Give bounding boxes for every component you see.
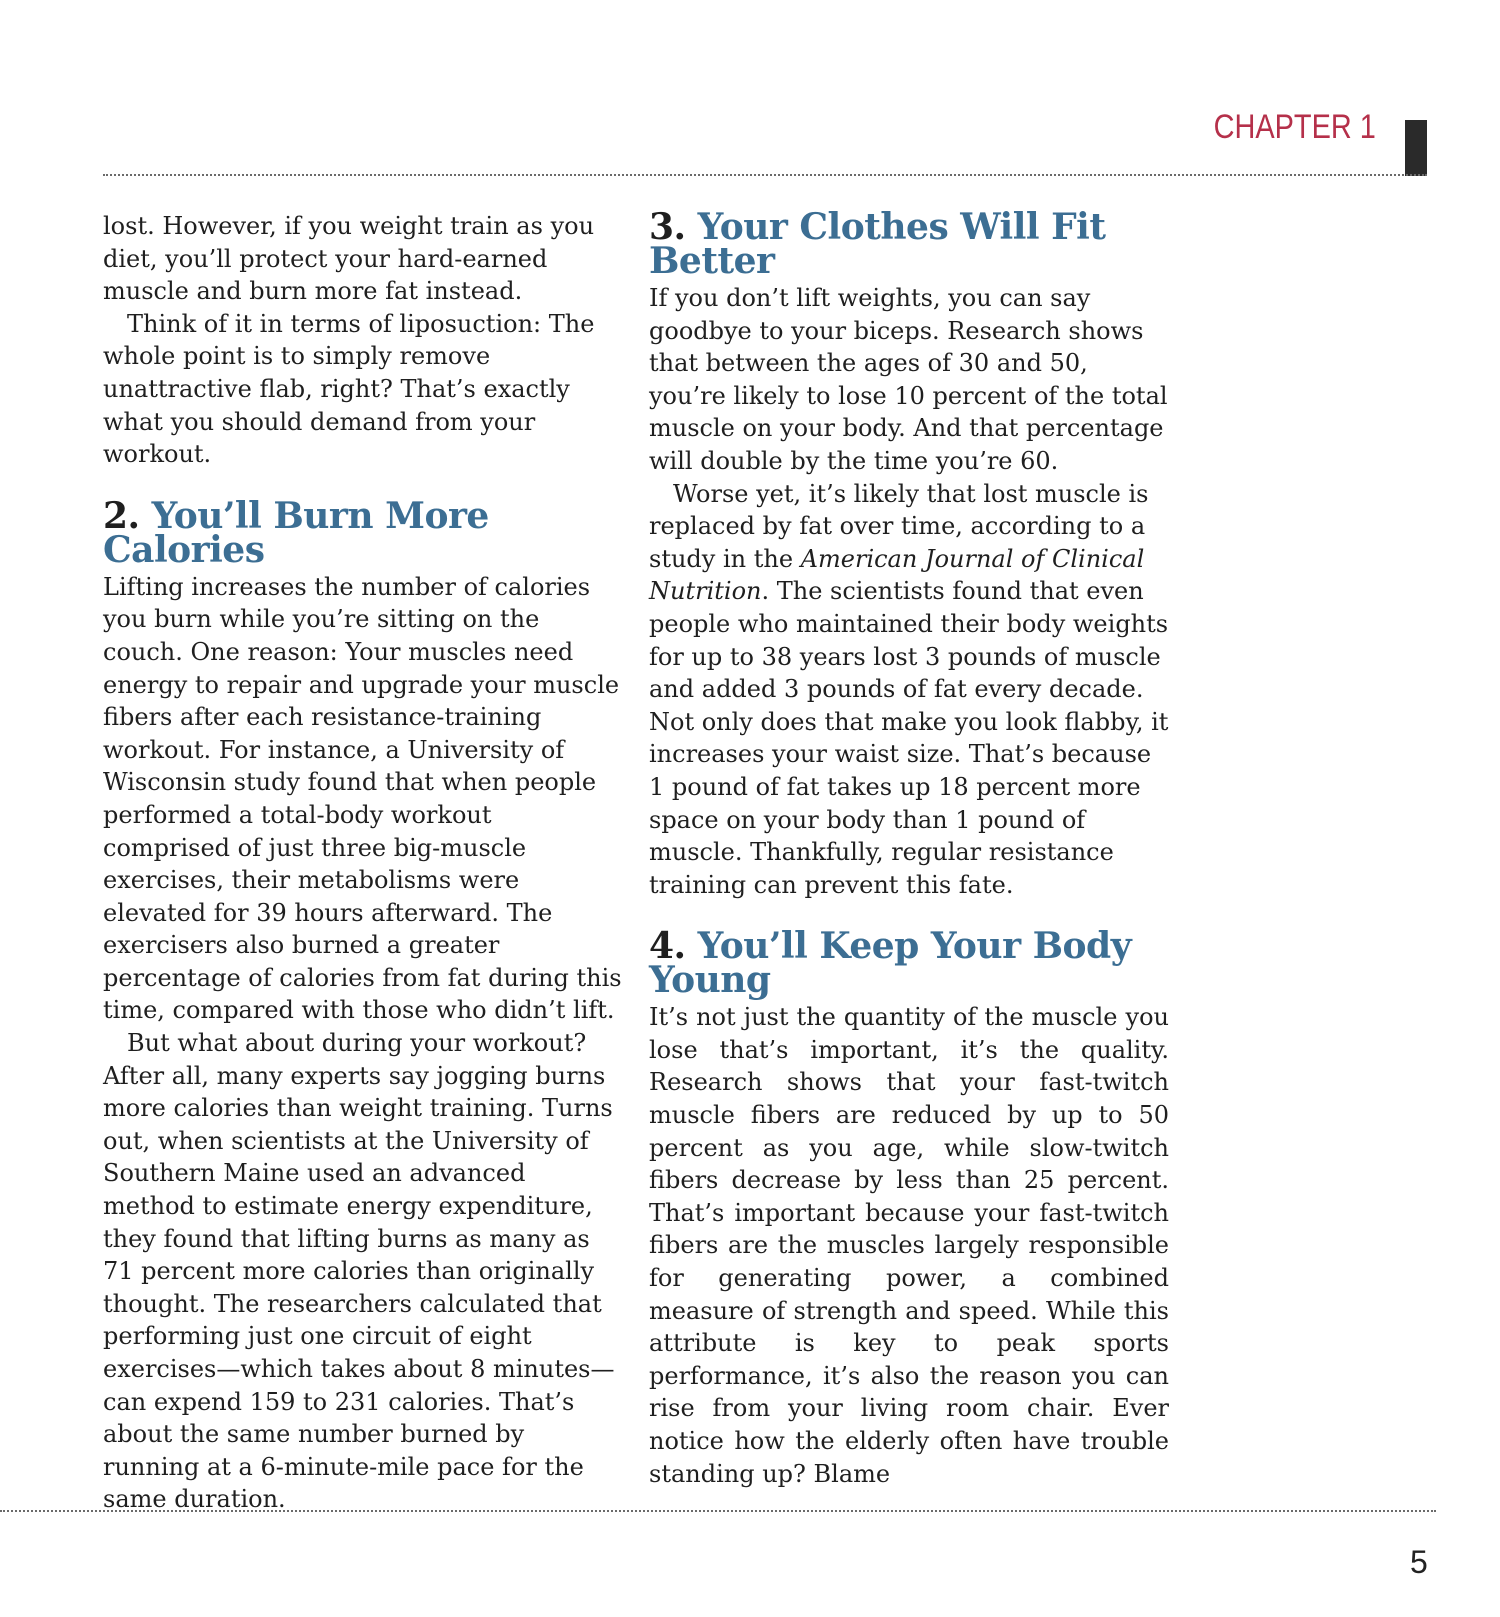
- section-3-title: Your Clothes Will Fit Better: [649, 206, 1106, 282]
- left-paragraph-2: Think of it in terms of liposuction: The whole point is to simply remove unattractive flab, right? That’s exactly what you should demand from your workout.: [103, 309, 595, 469]
- footer-rule: [0, 1510, 1436, 1512]
- section-4-heading: [649, 925, 1169, 1002]
- right-paragraph-2: [649, 478, 1169, 902]
- left-paragraph-4: But what about during your workout? After all, many experts say jogging burns more calories than weight training. Turns out, when scientists at the University of Southern Maine used an advanced method to estimate energy expenditure, they found that lifting burns as many as 71 percent more calories than originally thought. The researchers calculated that performing just one circuit of eight exercises—which takes about 8 minutes—can expend 159 to 231 calories. That’s about the same number burned by running at a 6-minute-mile pace for the same duration.: [103, 1029, 615, 1514]
- section-4-title: You’ll Keep Your Body Young: [649, 925, 1132, 1002]
- right-paragraph-1: If you don’t lift weights, you can say goodbye to your biceps. Research shows that between the ages of 30 and 50, you’re likely to lose 10 percent of the total muscle on your body. And that percentage will double by the time you’re 60.: [649, 284, 1168, 475]
- chapter-tab-marker: [1405, 120, 1427, 176]
- right-paragraph-2-start: Worse yet, it’s likely that lost muscle is replaced by fat over time, according to a study in the: [649, 479, 1149, 573]
- header-rule: [103, 174, 1427, 176]
- section-4-number: 4.: [649, 925, 686, 968]
- section-3-number: 3.: [649, 206, 686, 248]
- right-paragraph-3: It’s not just the quantity of the muscle you lose that’s important, it’s the quality. Research shows that your fast-twitch muscle fibers are reduced by up to 50 percent as you age, while slow-twitch fibers decrease by less than 25 percent. That’s important because your fast-twitch fibers are the muscles largely responsible for generating power, a combined measure of strength and speed. While this attribute is key to peak sports performance, it’s also the reason you can rise from your living room chair. Ever notice how the elderly often have trouble standing up? Blame: [649, 1003, 1169, 1488]
- chapter-label: CHAPTER 1: [1213, 108, 1376, 146]
- section-2-heading: [103, 494, 623, 571]
- right-column: [649, 206, 1169, 1490]
- section-2-title: You’ll Burn More Calories: [103, 494, 489, 571]
- left-paragraph-1: lost. However, if you weight train as you diet, you’ll protect your hard-earned muscle and burn more fat instead.: [103, 212, 595, 306]
- journal-title: American Journal of Clinical Nutrition: [649, 544, 1145, 606]
- page-number: 5: [1410, 1544, 1428, 1580]
- right-paragraph-2-end: . The scientists found that even people who maintained their body weights for up to 38 years lost 3 pounds of muscle and added 3 pounds of fat every decade. Not only does that make you look flabby, it increases your waist size. That’s because 1 pound of fat takes up 18 percent more space on your body than 1 pound of muscle. Thankfully, regular resistance training can prevent this fate.: [649, 577, 1169, 899]
- section-2-number: 2.: [103, 494, 140, 537]
- left-paragraph-3: Lifting increases the number of calories you burn while you’re sitting on the couch. One reason: Your muscles need energy to repair and upgrade your muscle fibers after each resistance-training workout. For instance, a University of Wisconsin study found that when people performed a total-body workout comprised of just three big-muscle exercises, their metabolisms were elevated for 39 hours afterward. The exercisers also burned a greater percentage of calories from fat during this time, compared with those who didn’t lift.: [103, 572, 622, 1025]
- section-3-heading: [649, 206, 1169, 282]
- left-column: [103, 210, 623, 1516]
